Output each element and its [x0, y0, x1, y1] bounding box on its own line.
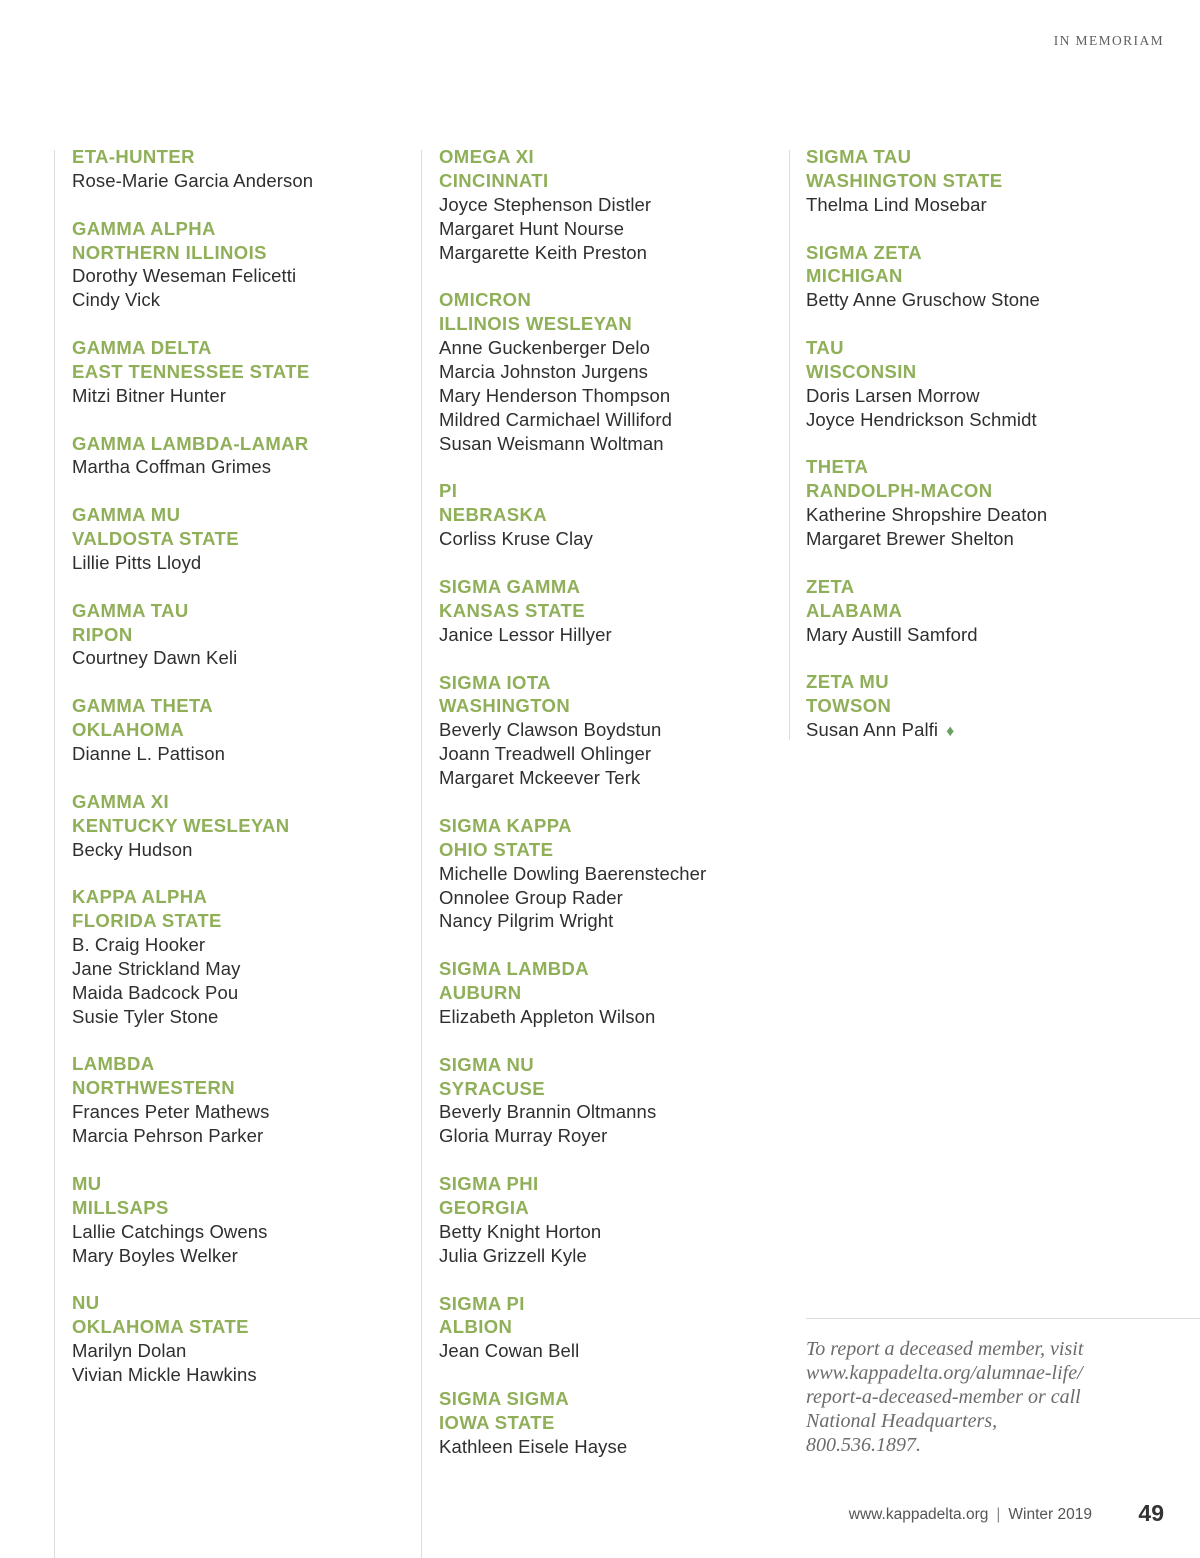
member-name — [72, 455, 422, 479]
member-name — [806, 718, 1156, 744]
chapter-name: OMEGA XI — [439, 146, 535, 167]
member-name-text: Rose-Marie Garcia Anderson — [72, 169, 314, 191]
chapter-name: GAMMA DELTA — [72, 337, 212, 359]
member-name — [72, 933, 422, 957]
chapter-name: GAMMA THETA — [72, 695, 214, 717]
chapter-school: RANDOLPH-MACON — [806, 480, 993, 502]
member-name — [72, 1339, 422, 1363]
chapter-school: OKLAHOMA STATE — [72, 1316, 249, 1338]
chapter-name: TAU — [806, 337, 844, 359]
report-deceased-note — [806, 1337, 1166, 1457]
chapter-name: SIGMA LAMBDA — [439, 958, 590, 980]
member-name — [439, 766, 789, 790]
report-note-phone: 800.536.1897. — [806, 1434, 921, 1456]
report-note-link-line[interactable]: report-a-deceased-member or call — [806, 1386, 1081, 1408]
chapter-school: MICHIGAN — [806, 265, 903, 287]
chapter-group — [439, 479, 789, 551]
chapter-name: OMICRON — [439, 289, 532, 311]
footer — [849, 1506, 1092, 1524]
member-name-text: Joyce Stephenson Distler — [439, 193, 652, 215]
member-name-text: Jane Strickland May — [72, 957, 241, 979]
chapter-school: NEBRASKA — [439, 504, 548, 526]
member-name — [72, 384, 422, 408]
member-name-text: Frances Peter Mathews — [72, 1101, 270, 1123]
member-name — [439, 742, 789, 766]
member-name — [439, 623, 789, 647]
member-name — [806, 527, 1156, 551]
chapter-school: ALBION — [439, 1316, 513, 1338]
chapter-group — [806, 670, 1156, 744]
chapter-school: IOWA STATE — [439, 1411, 555, 1433]
chapter-school: SYRACUSE — [439, 1077, 545, 1099]
chapter-school: NORTHWESTERN — [72, 1077, 236, 1099]
chapter-school: RIPON — [72, 623, 133, 645]
chapter-school: ALABAMA — [806, 599, 903, 621]
member-name-text: Beverly Clawson Boydstun — [439, 719, 662, 741]
chapter-name: KAPPA ALPHA — [72, 886, 208, 908]
chapter-group — [72, 336, 422, 408]
chapter-name: THETA — [806, 456, 869, 478]
member-name-text: Mildred Carmichael Williford — [439, 408, 673, 430]
member-name-text: Margaret Mckeever Terk — [439, 767, 641, 789]
member-name-text: Mitzi Bitner Hunter — [72, 384, 227, 406]
member-name-text: Susie Tyler Stone — [72, 1005, 219, 1027]
chapter-name: PI — [439, 480, 458, 502]
member-name — [72, 551, 422, 575]
member-name — [806, 193, 1156, 217]
member-name-text: Mary Boyles Welker — [72, 1244, 238, 1266]
member-name-text: Margaret Brewer Shelton — [806, 528, 1014, 550]
member-name — [439, 909, 789, 933]
member-name-text: Gloria Murray Royer — [439, 1125, 608, 1147]
member-name-text: Maida Badcock Pou — [72, 981, 239, 1003]
chapter-group — [72, 1052, 422, 1148]
member-name-text: Becky Hudson — [72, 838, 193, 860]
chapter-school: CINCINNATI — [439, 169, 549, 191]
chapter-group — [72, 1291, 422, 1387]
chapter-group — [439, 957, 789, 1029]
chapter-school: ILLINOIS WESLEYAN — [439, 313, 633, 335]
column-rule-1 — [54, 150, 55, 1558]
page-number: 49 — [1138, 1500, 1164, 1526]
chapter-group — [439, 1172, 789, 1268]
member-name-text: Lallie Catchings Owens — [72, 1220, 268, 1242]
member-name-text: Betty Knight Horton — [439, 1220, 602, 1242]
member-name — [72, 646, 422, 670]
member-name — [72, 288, 422, 312]
chapter-group — [72, 599, 422, 671]
member-name — [439, 886, 789, 910]
chapter-group — [72, 145, 422, 193]
member-name-text: Doris Larsen Morrow — [806, 384, 980, 406]
chapter-name: SIGMA TAU — [806, 146, 912, 167]
column-rule-3 — [789, 150, 790, 740]
member-name — [72, 838, 422, 862]
member-name-text: Corliss Kruse Clay — [439, 528, 593, 550]
member-name — [439, 193, 789, 217]
member-name-text: Onnolee Group Rader — [439, 886, 623, 908]
report-note-link-line[interactable]: www.kappadelta.org/alumnae-life/ — [806, 1362, 1083, 1384]
member-name — [806, 623, 1156, 647]
chapter-group — [439, 1387, 789, 1459]
member-name — [439, 1435, 789, 1459]
chapter-name: ZETA — [806, 575, 855, 597]
member-name — [439, 1339, 789, 1363]
chapter-school: OKLAHOMA — [72, 719, 185, 741]
chapter-name: SIGMA ZETA — [806, 241, 923, 263]
diamond-end-icon: ♦ — [946, 723, 955, 741]
chapter-group — [439, 288, 789, 455]
member-name-text: Kathleen Eisele Hayse — [439, 1435, 628, 1457]
member-name — [72, 1244, 422, 1268]
chapter-group — [806, 241, 1156, 313]
member-name — [806, 384, 1156, 408]
member-name — [806, 503, 1156, 527]
chapter-school: OHIO STATE — [439, 838, 554, 860]
member-name — [439, 217, 789, 241]
memoriam-column-3 — [806, 145, 1156, 768]
chapter-group — [439, 1053, 789, 1149]
member-name-text: Katherine Shropshire Deaton — [806, 504, 1048, 526]
memoriam-column-2 — [439, 145, 789, 1483]
member-name — [72, 1363, 422, 1387]
chapter-group — [439, 814, 789, 934]
member-name-text: Dorothy Weseman Felicetti — [72, 265, 297, 287]
footer-separator: | — [996, 1506, 1001, 1523]
report-divider — [806, 1318, 1200, 1319]
member-name-text: Vivian Mickle Hawkins — [72, 1364, 257, 1386]
chapter-school: AUBURN — [439, 982, 522, 1004]
member-name-text: Joyce Hendrickson Schmidt — [806, 408, 1037, 430]
member-name-text: Marcia Johnston Jurgens — [439, 361, 648, 383]
chapter-name: ETA-HUNTER — [72, 146, 195, 167]
member-name-text: Mary Henderson Thompson — [439, 384, 671, 406]
chapter-school: KENTUCKY WESLEYAN — [72, 814, 290, 836]
chapter-name: LAMBDA — [72, 1053, 155, 1075]
member-name — [72, 957, 422, 981]
member-name — [806, 408, 1156, 432]
member-name-text: Margaret Hunt Nourse — [439, 217, 625, 239]
chapter-name: SIGMA NU — [439, 1053, 535, 1075]
chapter-name: SIGMA KAPPA — [439, 814, 572, 836]
member-name-text: Joann Treadwell Ohlinger — [439, 743, 652, 765]
member-name-text: Beverly Brannin Oltmanns — [439, 1101, 657, 1123]
member-name — [439, 718, 789, 742]
member-name — [72, 264, 422, 288]
chapter-group — [439, 671, 789, 791]
member-name-text: Julia Grizzell Kyle — [439, 1244, 587, 1266]
chapter-school: MILLSAPS — [72, 1196, 169, 1218]
chapter-group — [72, 432, 422, 480]
chapter-school: EAST TENNESSEE STATE — [72, 360, 310, 382]
member-name-text: Nancy Pilgrim Wright — [439, 910, 614, 932]
member-name-text: Mary Austill Samford — [806, 623, 978, 645]
member-name-text: Marilyn Dolan — [72, 1340, 187, 1362]
chapter-name: GAMMA ALPHA — [72, 217, 216, 239]
member-name-text: Courtney Dawn Keli — [72, 647, 238, 669]
report-note-line: To report a deceased member, visit — [806, 1338, 1084, 1360]
chapter-school: WASHINGTON STATE — [806, 169, 1003, 191]
member-name — [439, 432, 789, 456]
chapter-group — [439, 575, 789, 647]
chapter-name: NU — [72, 1292, 100, 1314]
chapter-name: SIGMA PI — [439, 1292, 525, 1314]
member-name-text: Betty Anne Gruschow Stone — [806, 289, 1040, 311]
report-note-line: National Headquarters, — [806, 1410, 998, 1432]
member-name — [72, 1005, 422, 1029]
footer-website[interactable]: www.kappadelta.org — [848, 1506, 989, 1523]
footer-issue: Winter 2019 — [1008, 1506, 1092, 1523]
member-name — [439, 1244, 789, 1268]
chapter-school: WISCONSIN — [806, 360, 917, 382]
member-name-text: Cindy Vick — [72, 289, 161, 311]
member-name — [439, 1100, 789, 1124]
chapter-school: KANSAS STATE — [439, 599, 585, 621]
member-name — [72, 981, 422, 1005]
chapter-group — [439, 145, 789, 265]
chapter-group — [72, 503, 422, 575]
member-name — [439, 527, 789, 551]
member-name-text: Margarette Keith Preston — [439, 241, 648, 263]
member-name — [806, 288, 1156, 312]
member-name — [72, 1220, 422, 1244]
member-name-text: Thelma Lind Mosebar — [806, 193, 987, 215]
chapter-name: GAMMA XI — [72, 790, 170, 812]
member-name — [439, 1220, 789, 1244]
chapter-school: VALDOSTA STATE — [72, 528, 239, 550]
chapter-name: GAMMA LAMBDA-LAMAR — [72, 432, 309, 454]
memoriam-column-1 — [72, 145, 422, 1411]
member-name — [439, 360, 789, 384]
chapter-name: ZETA MU — [806, 671, 889, 693]
member-name-text: Elizabeth Appleton Wilson — [439, 1005, 656, 1027]
chapter-group — [806, 336, 1156, 432]
member-name-text: Jean Cowan Bell — [439, 1340, 580, 1362]
chapter-group — [439, 1292, 789, 1364]
member-name-text: B. Craig Hooker — [72, 934, 206, 956]
chapter-group — [72, 217, 422, 313]
member-name — [72, 169, 422, 193]
chapter-name: GAMMA TAU — [72, 599, 189, 621]
member-name — [72, 1124, 422, 1148]
chapter-school: GEORGIA — [439, 1197, 530, 1218]
member-name-text: Martha Coffman Grimes — [72, 456, 272, 478]
member-name-text: Lillie Pitts Lloyd — [72, 551, 202, 573]
member-name-text: Michelle Dowling Baerenstecher — [439, 862, 707, 884]
member-name — [439, 408, 789, 432]
member-name — [439, 241, 789, 265]
chapter-group — [806, 145, 1156, 217]
chapter-name: GAMMA MU — [72, 504, 181, 526]
chapter-school: FLORIDA STATE — [72, 910, 222, 932]
member-name-text: Susan Weismann Woltman — [439, 432, 664, 454]
chapter-school: NORTHERN ILLINOIS — [72, 241, 267, 263]
chapter-school: TOWSON — [806, 695, 892, 717]
member-name — [439, 862, 789, 886]
chapter-name: SIGMA PHI — [439, 1173, 539, 1195]
chapter-name: MU — [72, 1172, 102, 1194]
member-name — [72, 742, 422, 766]
chapter-group — [806, 575, 1156, 647]
chapter-name: SIGMA GAMMA — [439, 575, 581, 597]
chapter-group — [72, 694, 422, 766]
chapter-name: SIGMA SIGMA — [439, 1388, 570, 1410]
chapter-group — [72, 1172, 422, 1268]
chapter-school: WASHINGTON — [439, 695, 571, 717]
section-label: IN MEMORIAM — [1053, 33, 1164, 48]
member-name-text: Susan Ann Palfi — [806, 719, 939, 741]
member-name — [439, 1124, 789, 1148]
member-name-text: Dianne L. Pattison — [72, 743, 225, 764]
chapter-group — [806, 455, 1156, 551]
member-name-text: Anne Guckenberger Delo — [439, 337, 650, 359]
member-name — [439, 384, 789, 408]
member-name-text: Marcia Pehrson Parker — [72, 1125, 264, 1147]
member-name-text: Janice Lessor Hillyer — [439, 623, 612, 645]
chapter-group — [72, 885, 422, 1028]
chapter-name: SIGMA IOTA — [439, 671, 551, 693]
member-name — [72, 1100, 422, 1124]
chapter-group — [72, 790, 422, 862]
member-name — [439, 336, 789, 360]
member-name — [439, 1005, 789, 1029]
